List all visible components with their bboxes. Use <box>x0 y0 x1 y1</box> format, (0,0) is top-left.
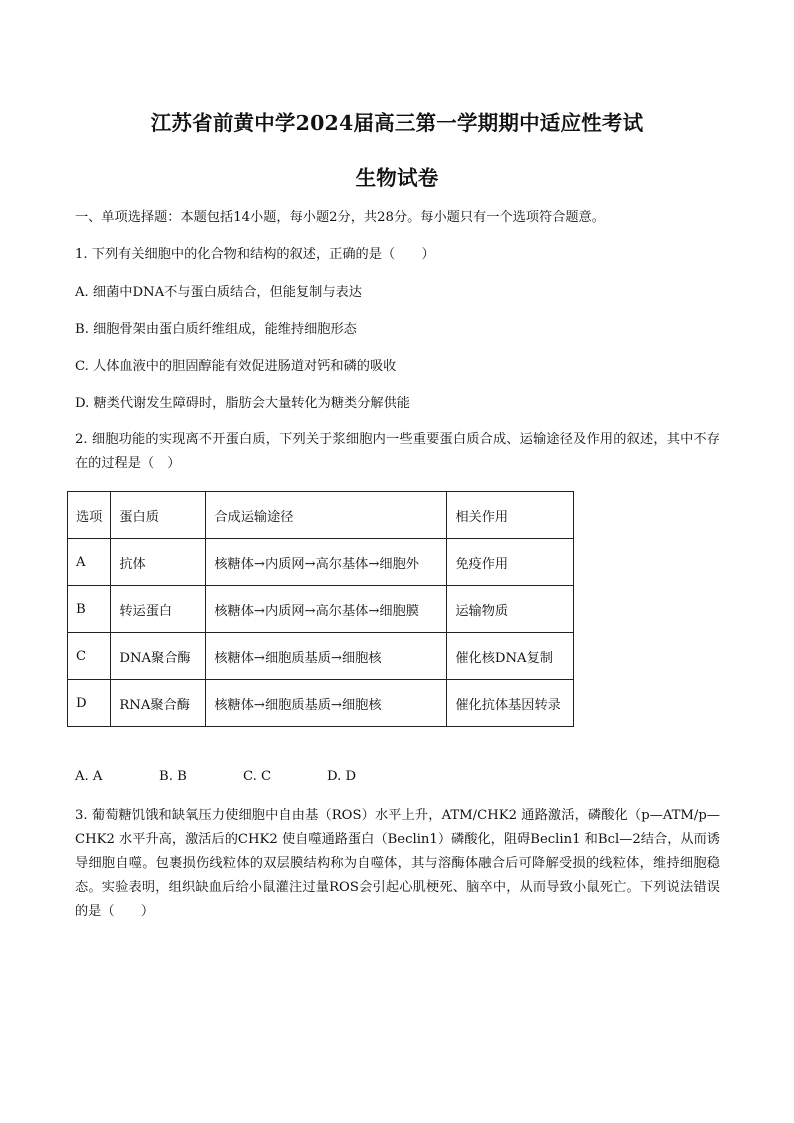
table-cell: DNA聚合酶 <box>111 633 206 680</box>
table-header-row <box>68 492 574 539</box>
question-1-option-b: B. 细胞骨架由蛋白质纤维组成，能维持细胞形态 <box>75 322 357 337</box>
question-3-stem: 3. 葡萄糖饥饿和缺氧压力使细胞中自由基（ROS）水平上升，ATM/CHK2 通路激活，磷酸化（p—ATM/p—CHK2 水平升高，激活后的CHK2 使自噬通路蛋白（Beclin1）磷酸化，阻碍Beclin1 和Bcl—2结合，从而诱导细胞自噬。包裹损伤线粒体的双层膜结构称为自噬体，其与溶酶体融合后可降解受损的线粒体，维持细胞稳态。实验表明，组织缺血后给小鼠灌注过量ROS会引起心肌梗死、脑卒中，从而导致小鼠死亡。下列说法错误的是（ ） <box>75 808 720 919</box>
question-1-option-d: D. 糖类代谢发生障碍时，脂肪会大量转化为糖类分解供能 <box>75 396 410 411</box>
question-2-choice-c: C. C <box>243 769 272 784</box>
table-cell: 核糖体→内质网→高尔基体→细胞外 <box>206 539 447 586</box>
section-heading: 一、单项选择题：本题包括14小题，每小题2分，共28分。每小题只有一个选项符合题意。 <box>75 210 605 225</box>
table-cell: 运输物质 <box>447 586 574 633</box>
question-1-stem: 1. 下列有关细胞中的化合物和结构的叙述，正确的是（ ） <box>75 247 435 262</box>
table-cell: 核糖体→内质网→高尔基体→细胞膜 <box>206 586 447 633</box>
table-cell: D <box>68 680 111 727</box>
exam-title: 江苏省前黄中学2024届高三第一学期期中适应性考试 <box>150 111 644 135</box>
table-header-cell: 合成运输途径 <box>206 492 447 539</box>
exam-subtitle: 生物试卷 <box>355 166 439 190</box>
table-row <box>68 633 574 680</box>
question-2-choice-b: B. B <box>159 769 187 784</box>
table-header-cell: 选项 <box>68 492 111 539</box>
table-cell: 催化核DNA复制 <box>447 633 574 680</box>
question-2-table <box>67 491 574 727</box>
table-cell: 核糖体→细胞质基质→细胞核 <box>206 680 447 727</box>
table-cell: RNA聚合酶 <box>111 680 206 727</box>
table-cell: C <box>68 633 111 680</box>
question-2-choice-d: D. D <box>327 769 357 784</box>
table-cell: 核糖体→细胞质基质→细胞核 <box>206 633 447 680</box>
table-cell: 抗体 <box>111 539 206 586</box>
table-cell: B <box>68 586 111 633</box>
table-cell: 转运蛋白 <box>111 586 206 633</box>
table-row <box>68 586 574 633</box>
table-cell: A <box>68 539 111 586</box>
question-2-stem: 2. 细胞功能的实现离不开蛋白质，下列关于浆细胞内一些重要蛋白质合成、运输途径及作用的叙述，其中不存在的过程是（ ） <box>75 432 720 471</box>
question-2-choice-a: A. A <box>75 769 103 784</box>
table-cell: 免疫作用 <box>447 539 574 586</box>
table-cell: 催化抗体基因转录 <box>447 680 574 727</box>
table-header-cell: 蛋白质 <box>111 492 206 539</box>
table-row <box>68 539 574 586</box>
table-header-cell: 相关作用 <box>447 492 574 539</box>
question-1-option-a: A. 细菌中DNA不与蛋白质结合，但能复制与表达 <box>75 285 362 300</box>
question-1-option-c: C. 人体血液中的胆固醇能有效促进肠道对钙和磷的吸收 <box>75 359 397 374</box>
table-row <box>68 680 574 727</box>
